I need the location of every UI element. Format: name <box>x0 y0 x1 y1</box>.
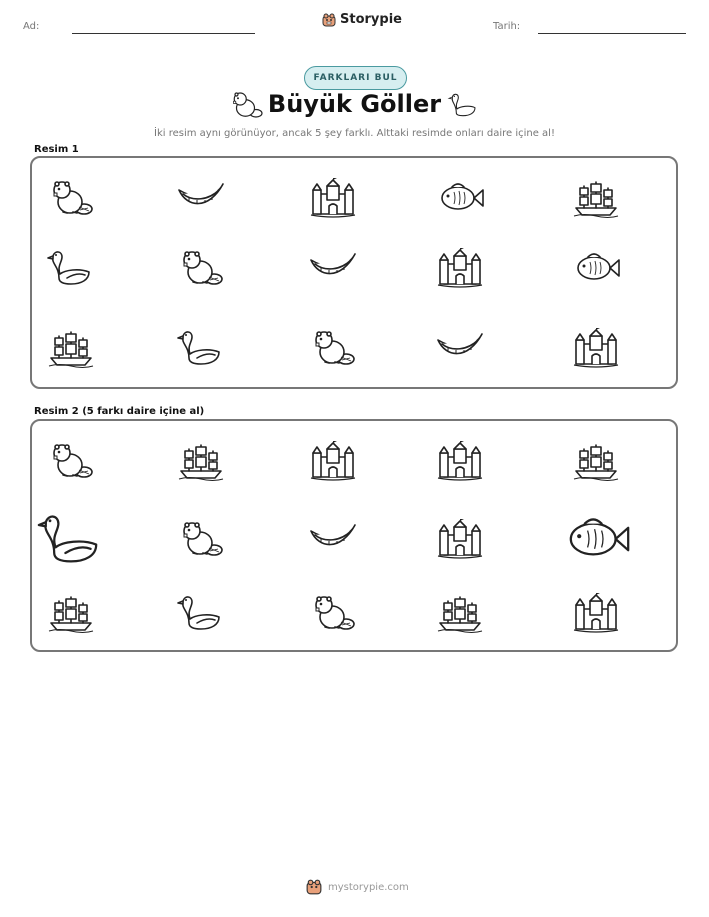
date-label: Tarih: <box>493 21 521 32</box>
castle-icon[interactable] <box>436 519 484 559</box>
fish-icon[interactable] <box>562 511 630 567</box>
page-title: Büyük Göller <box>267 90 442 118</box>
swan-icon <box>47 248 95 288</box>
picture1-panel <box>30 156 678 389</box>
picture1-label: Resim 1 <box>34 144 79 155</box>
ship-icon[interactable] <box>47 593 95 633</box>
canoe-icon <box>309 248 357 288</box>
beaver-icon <box>309 328 357 368</box>
storypie-logo-icon <box>306 879 322 895</box>
name-line[interactable] <box>72 33 255 34</box>
ship-icon <box>572 178 620 218</box>
swan-icon <box>177 328 225 368</box>
find-differences-badge: FARKLARI BUL <box>304 66 407 90</box>
castle-icon[interactable] <box>309 441 357 481</box>
beaver-icon <box>177 248 225 288</box>
storypie-logo-icon <box>322 13 336 27</box>
fish-icon <box>436 178 484 218</box>
date-line[interactable] <box>538 33 686 34</box>
swan-icon <box>447 90 479 120</box>
ship-icon[interactable] <box>436 593 484 633</box>
swan-icon[interactable] <box>37 511 105 567</box>
brand-name: Storypie <box>340 12 402 27</box>
castle-icon <box>572 328 620 368</box>
beaver-icon[interactable] <box>309 593 357 633</box>
instructions: İki resim aynı görünüyor, ancak 5 şey farklı. Alttaki resimde onları daire içine al! <box>154 128 555 139</box>
name-label: Ad: <box>23 21 40 32</box>
beaver-icon <box>47 178 95 218</box>
beaver-icon[interactable] <box>47 441 95 481</box>
canoe-icon <box>177 178 225 218</box>
castle-icon[interactable] <box>572 593 620 633</box>
swan-icon[interactable] <box>177 593 225 633</box>
canoe-icon <box>436 328 484 368</box>
castle-icon[interactable] <box>436 441 484 481</box>
picture2-panel[interactable] <box>30 419 678 652</box>
ship-icon[interactable] <box>177 441 225 481</box>
footer-url[interactable]: mystorypie.com <box>328 881 409 893</box>
castle-icon <box>436 248 484 288</box>
brand-logo <box>322 12 402 27</box>
ship-icon <box>47 328 95 368</box>
picture2-label: Resim 2 (5 farkı daire içine al) <box>34 406 205 417</box>
footer <box>306 879 409 895</box>
fish-icon <box>572 248 620 288</box>
castle-icon <box>309 178 357 218</box>
canoe-icon[interactable] <box>309 519 357 559</box>
ship-icon[interactable] <box>572 441 620 481</box>
beaver-icon[interactable] <box>177 519 225 559</box>
